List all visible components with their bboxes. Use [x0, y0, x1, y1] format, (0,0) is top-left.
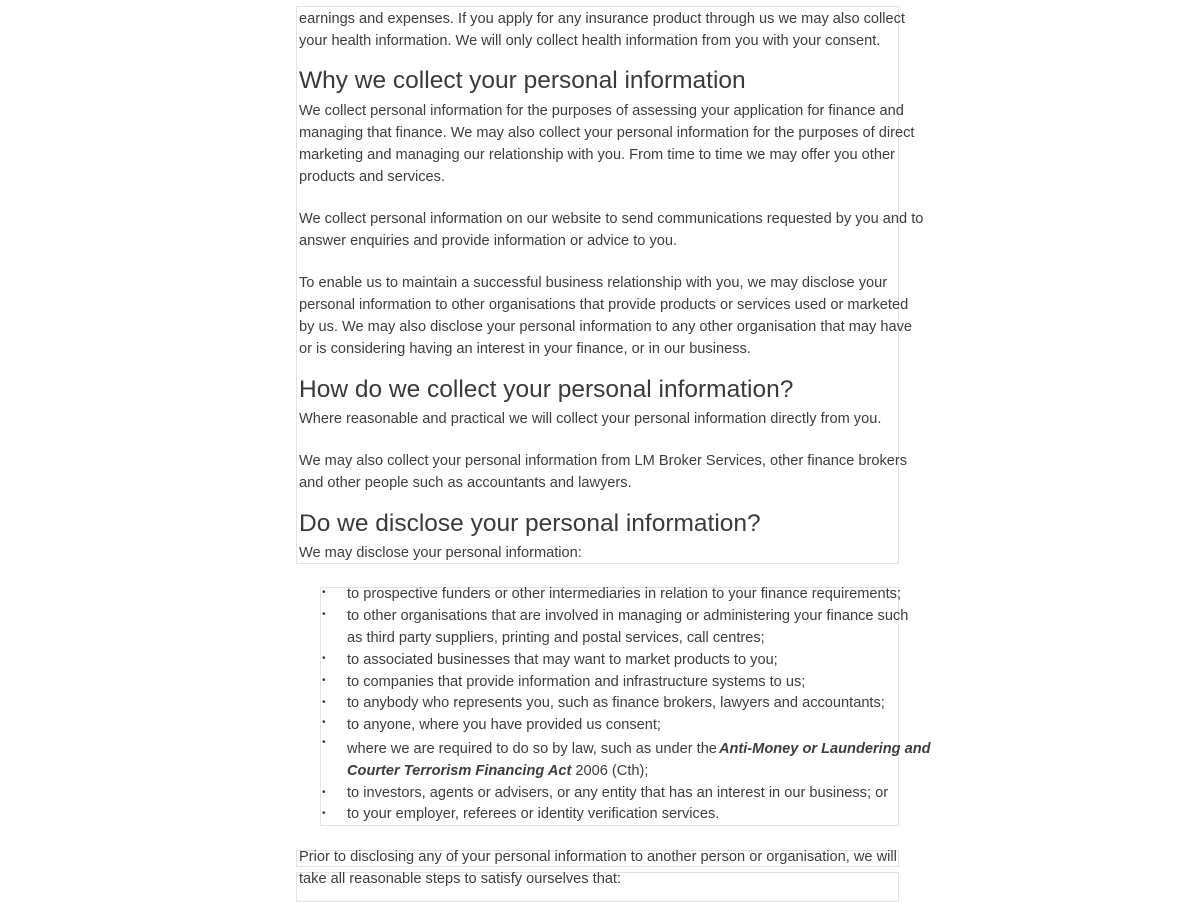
- list-item: to associated businesses that may want to market products to you;: [347, 652, 778, 668]
- list-item: to prospective funders or other intermediaries in relation to your finance requirements;: [347, 586, 902, 602]
- bullet-icon: •: [322, 609, 326, 620]
- list-item-text: where we are required to do so by law, such as under the: [347, 741, 717, 757]
- paragraph-line: by us. We may also disclose your personal information to any other organisation that may have: [299, 319, 912, 335]
- paragraph-line: take all reasonable steps to satisfy ourselves that:: [299, 871, 622, 887]
- bullet-icon: •: [322, 808, 326, 819]
- list-item-continuation: as third party suppliers, printing and postal services, call centres;: [347, 630, 765, 646]
- list-item: to other organisations that are involved in managing or administering your finance such: [347, 608, 909, 624]
- paragraph-line: We collect personal information for the purposes of assessing your application for finance and: [299, 103, 904, 119]
- paragraph-line: To enable us to maintain a successful business relationship with you, we may disclose your: [299, 275, 888, 291]
- paragraph-line: and other people such as accountants and lawyers.: [299, 475, 632, 491]
- bullet-icon: •: [322, 717, 326, 728]
- act-name-part2: Courter Terrorism Financing Act: [347, 763, 572, 779]
- list-intro: We may disclose your personal information:: [299, 545, 582, 561]
- list-item: to companies that provide information and infrastructure systems to us;: [347, 674, 806, 690]
- list-item: to anyone, where you have provided us consent;: [347, 717, 661, 733]
- paragraph-line: your health information. We will only collect health information from you with your consent.: [299, 33, 881, 49]
- paragraph-line: marketing and managing our relationship with you. From time to time we may offer you other: [299, 147, 895, 163]
- paragraph-line: managing that finance. We may also collect your personal information for the purposes of direct: [299, 125, 915, 141]
- bullet-icon: •: [322, 787, 326, 798]
- paragraph-line: answer enquiries and provide information or advice to you.: [299, 233, 678, 249]
- paragraph-line: Prior to disclosing any of your personal information to another person or organisation, we will: [299, 849, 897, 865]
- list-item: to anybody who represents you, such as finance brokers, lawyers and accountants;: [347, 695, 885, 711]
- list-item: to investors, agents or advisers, or any entity that has an interest in our business; or: [347, 785, 889, 801]
- bullet-icon: •: [322, 697, 326, 708]
- paragraph-line: products and services.: [299, 169, 446, 185]
- list-item: [347, 738, 931, 760]
- paragraph-line: or is considering having an interest in your finance, or in our business.: [299, 341, 751, 357]
- bullet-icon: •: [322, 653, 326, 664]
- paragraph-line: We collect personal information on our website to send communications requested by you and to: [299, 211, 924, 227]
- section-heading-disclose: Do we disclose your personal information?: [299, 510, 761, 537]
- paragraph-line: personal information to other organisations that provide products or services used or marketed: [299, 297, 909, 313]
- paragraph-line: earnings and expenses. If you apply for any insurance product through us we may also collect: [299, 11, 905, 27]
- section-heading-why: Why we collect your personal information: [299, 67, 746, 94]
- section-heading-how: How do we collect your personal information?: [299, 376, 794, 403]
- bullet-icon: •: [322, 737, 326, 748]
- act-name-part1: Anti-Money or Laundering and: [718, 741, 931, 757]
- bullet-icon: •: [322, 675, 326, 686]
- paragraph-line: We may also collect your personal information from LM Broker Services, other finance brokers: [299, 453, 908, 469]
- list-item-text: 2006 (Cth);: [571, 763, 649, 779]
- list-item-continuation: [347, 760, 648, 782]
- bullet-icon: •: [322, 587, 326, 598]
- list-item: to your employer, referees or identity verification services.: [347, 806, 720, 822]
- paragraph-line: Where reasonable and practical we will collect your personal information directly from you.: [299, 411, 882, 427]
